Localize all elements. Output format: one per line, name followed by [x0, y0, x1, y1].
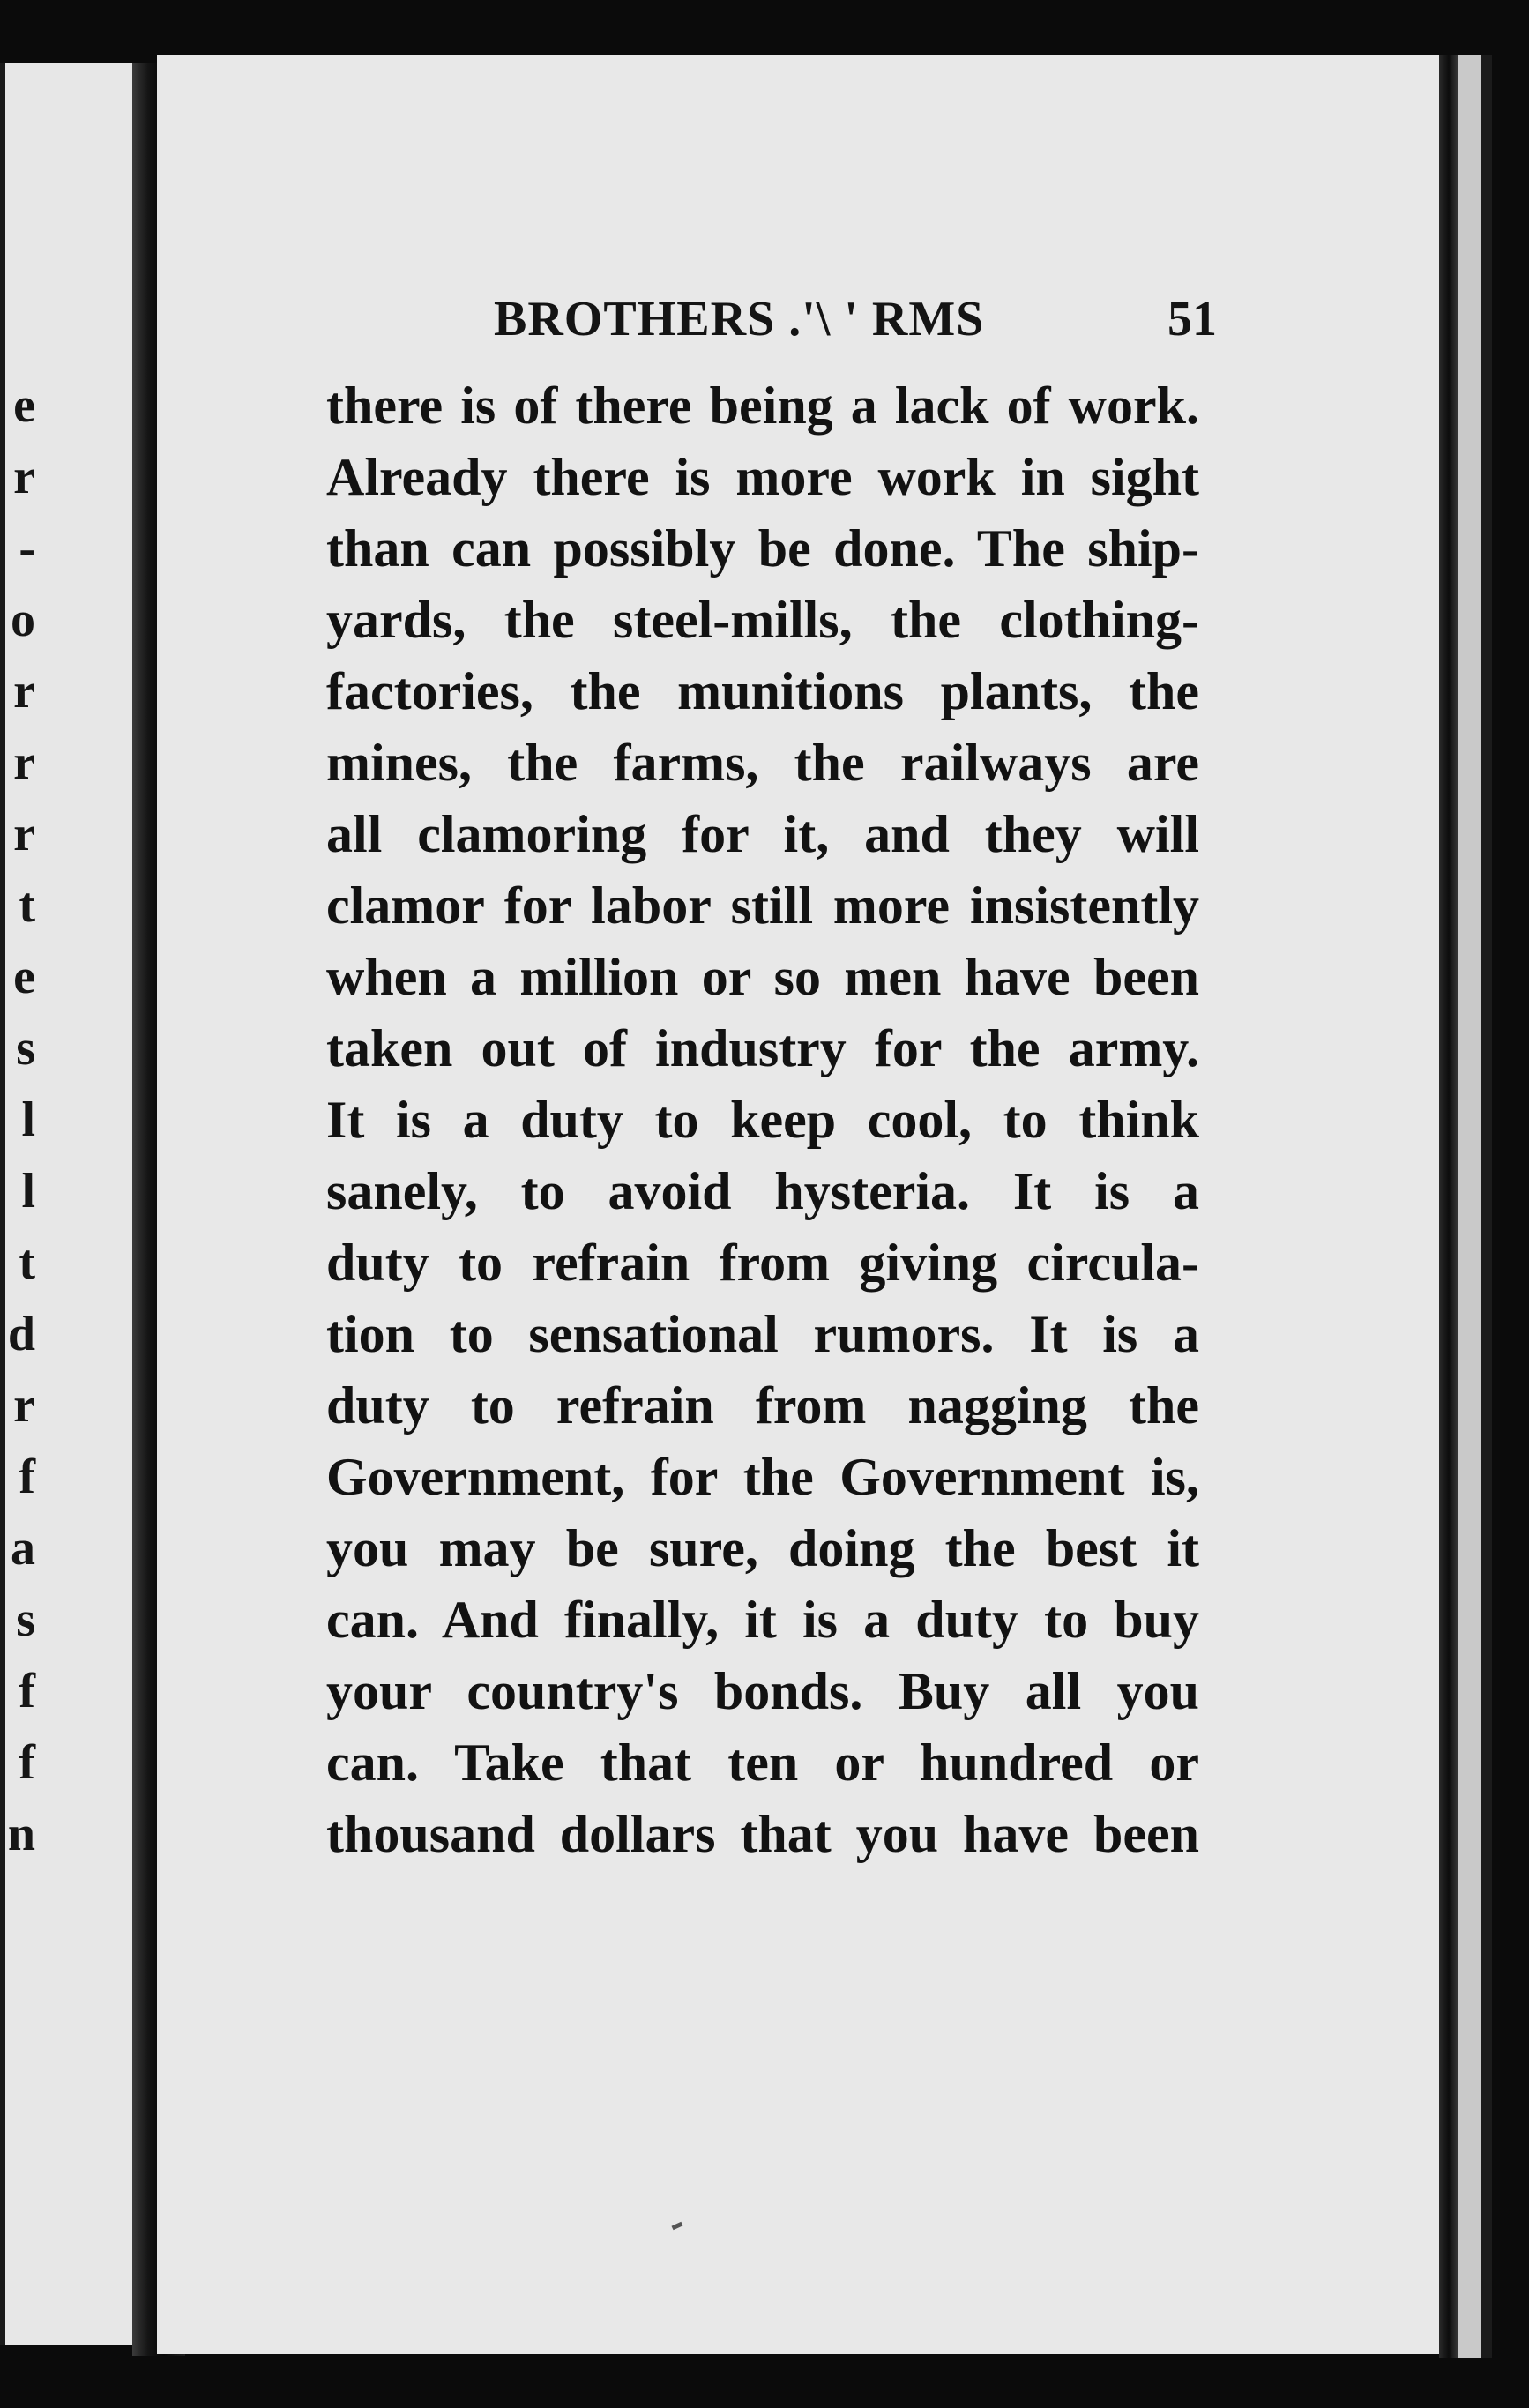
previous-page-line-ending: e: [13, 378, 35, 433]
text-line: sanely, to avoid hysteria. It is a: [326, 1162, 1199, 1220]
previous-page-line-ending: n: [7, 1807, 35, 1861]
previous-page-line-ending: a: [11, 1521, 35, 1576]
previous-page-line-ending: d: [7, 1307, 35, 1361]
text-line: can. And finally, it is a duty to buy: [326, 1591, 1199, 1649]
text-line: your country's bonds. Buy all you: [326, 1662, 1199, 1720]
text-line: thousand dollars that you have been: [326, 1805, 1199, 1863]
previous-page-line-ending: r: [13, 1378, 35, 1433]
body-text: [326, 370, 1199, 1870]
text-line: clamor for labor still more insistently: [326, 876, 1199, 935]
previous-page-line-ending: l: [21, 1164, 35, 1219]
previous-page-line-ending: f: [19, 1735, 35, 1790]
text-line: all clamoring for it, and they will: [326, 805, 1199, 863]
previous-page-line-ending: s: [16, 1592, 35, 1647]
previous-page-line-ending: f: [19, 1450, 35, 1504]
text-line: taken out of industry for the army.: [326, 1019, 1199, 1077]
text-line: tion to sensational rumors. It is a: [326, 1305, 1199, 1363]
previous-page-line-ending: l: [21, 1092, 35, 1147]
text-line: you may be sure, doing the best it: [326, 1519, 1199, 1577]
previous-page-line-ending: t: [19, 1235, 35, 1290]
text-line: can. Take that ten or hundred or: [326, 1733, 1199, 1792]
previous-page-line-ending: r: [13, 664, 35, 719]
previous-page-line-endings: [0, 370, 35, 1870]
previous-page-line-ending: f: [19, 1664, 35, 1718]
page-right-edge: [1439, 55, 1458, 2358]
text-line: Already there is more work in sight: [326, 448, 1199, 506]
page-right-border: [1481, 55, 1492, 2358]
previous-page-line-ending: r: [13, 450, 35, 504]
text-line: than can possibly be done. The ship-: [326, 519, 1199, 578]
previous-page-line-ending: s: [16, 1021, 35, 1076]
previous-page-line-ending: t: [19, 878, 35, 933]
running-title: BROTHERS .'\ ' RMS: [494, 292, 985, 347]
text-line: yards, the steel-mills, the clothing-: [326, 591, 1199, 649]
text-line: Government, for the Government is,: [326, 1448, 1199, 1506]
text-line: factories, the munitions plants, the: [326, 662, 1199, 720]
page-number: 51: [1167, 292, 1217, 347]
text-line: It is a duty to keep cool, to think: [326, 1091, 1199, 1149]
previous-page-line-ending: r: [13, 807, 35, 861]
running-head: [494, 282, 1217, 362]
previous-page-line-ending: o: [11, 593, 35, 647]
text-line: duty to refrain from giving circula-: [326, 1234, 1199, 1292]
text-line: mines, the farms, the railways are: [326, 734, 1199, 792]
text-line: there is of there being a lack of work.: [326, 376, 1199, 435]
text-line: duty to refrain from nagging the: [326, 1376, 1199, 1435]
page-right-strip: [1458, 55, 1481, 2358]
text-line: when a million or so men have been: [326, 948, 1199, 1006]
previous-page-line-ending: -: [19, 521, 35, 576]
previous-page-line-ending: r: [13, 735, 35, 790]
previous-page-line-ending: e: [13, 950, 35, 1004]
